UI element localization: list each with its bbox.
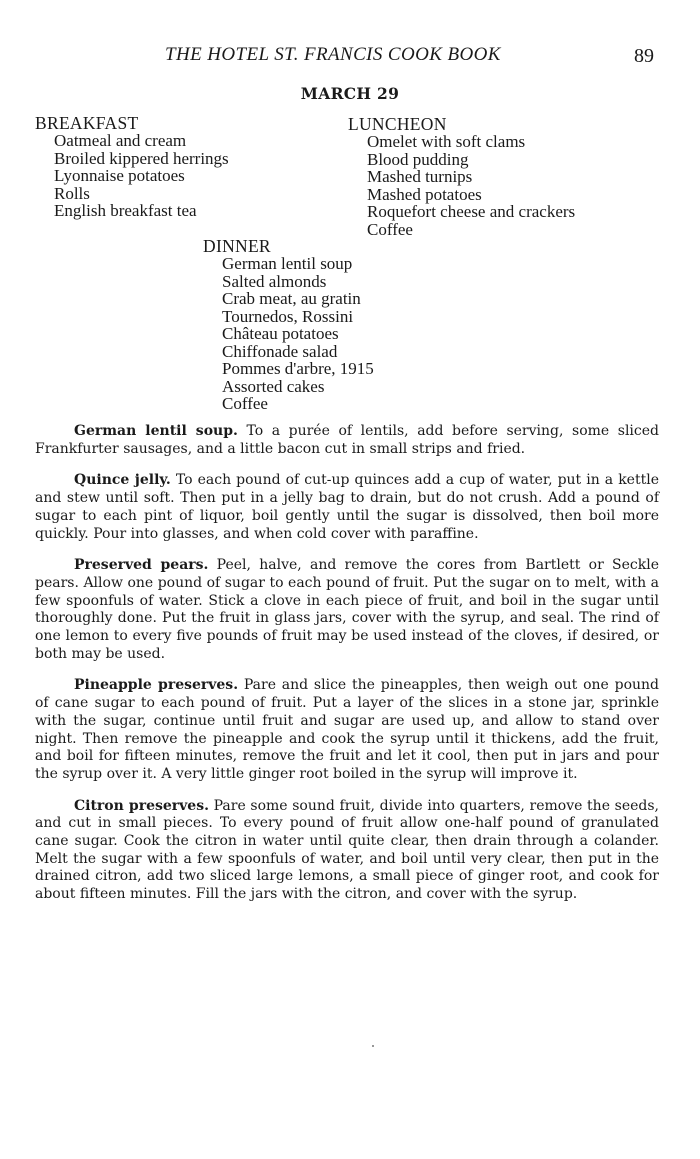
recipes <box>35 423 659 918</box>
running-head <box>0 44 700 68</box>
menu-item: Crab meat, au gratin <box>222 289 361 308</box>
recipe-text: To each pound of cut-up quinces add a cup of water, put in a kettle and stew until soft. Then put in a jelly bag to drain, but do not crush. Add a pound of sugar to each pint of liquor, boil gently until the sugar is dissolved, then boil more quickly. Pour into glasses, and when cold cover with paraffine. <box>35 472 659 542</box>
menu-item: Coffee <box>367 219 413 239</box>
menu-item: Mashed turnips <box>367 167 473 186</box>
luncheon-heading: LUNCHEON <box>348 114 447 134</box>
breakfast-heading: BREAKFAST <box>35 113 139 133</box>
recipe-citron-preserves <box>35 798 659 904</box>
recipe-name: Preserved pears. <box>74 557 209 574</box>
recipe-text: Peel, halve, and remove the cores from Bartlett or Seckle pears. Allow one pound of sugar to each pound of fruit. Put the sugar on to melt, with a few spoonfuls of water. Stick a clove in each piece of fruit, and boil in the sugar until thoroughly done. Put the fruit in glass jars, cover with the syrup, and seal. The rind of one lemon to every five pounds of fruit may be used instead of the cloves, if desired, or both may be used. <box>35 557 659 662</box>
menu-item: English breakfast tea <box>54 201 197 220</box>
recipe-name: Pineapple preserves. <box>74 677 239 694</box>
page-number: 89 <box>634 45 654 67</box>
date-heading: MARCH 29 <box>300 84 400 103</box>
running-title: THE HOTEL ST. FRANCIS COOK BOOK <box>165 44 501 65</box>
recipe-quince-jelly <box>35 472 659 543</box>
menu-item: Assorted cakes <box>222 376 325 396</box>
menu-item: Lyonnaise potatoes <box>54 166 185 185</box>
dinner-heading: DINNER <box>203 236 271 256</box>
dinner-menu <box>203 237 374 413</box>
menu-item: Chiffonade salad <box>222 341 338 361</box>
menu-item: Tournedos, Rossini <box>222 306 354 326</box>
menu-item: Rolls <box>54 183 90 203</box>
recipe-name: Citron preserves. <box>74 797 209 814</box>
print-speck <box>372 1045 374 1047</box>
recipe-preserved-pears <box>35 557 659 663</box>
menu-item: Roquefort cheese and crackers <box>367 202 576 221</box>
dinner-items <box>203 255 374 413</box>
recipe-text: Pare some sound fruit, divide into quarters, remove the seeds, and cut in small pieces. To every pound of fruit allow one-half pound of granulated cane sugar. Cook the citron in water until quite clear, then drain through a colander. Melt the sugar with a few spoonfuls of water, and boil until very clear, then put in the drained citron, add two sliced large lemons, a small piece of ginger root, and cook for about fifteen minutes. Fill the jars with the citron, and cover with the syrup. <box>35 797 659 903</box>
recipe-text: To a purée of lentils, add before serving, some sliced Frankfurter sausages, and a little bacon cut in small strips and fried. <box>35 423 659 457</box>
recipe-pineapple-preserves <box>35 677 659 783</box>
menu-item: Omelet with soft clams <box>367 132 526 151</box>
menu-item: Pommes d'arbre, 1915 <box>222 359 374 378</box>
recipe-name: Quince jelly. <box>74 472 171 489</box>
recipe-german-lentil-soup <box>35 423 659 458</box>
recipe-text: Pare and slice the pineapples, then weigh out one pound of cane sugar to each pound of fruit. Put a layer of the slices in a stone jar, sprinkle with the sugar, continue until fruit and sugar are used up, and allow to stand over night. Then remove the pineapple and cook the syrup until it thickens, add the fruit, and boil for fifteen minutes, remove the fruit and let it cool, then put in jars and pour the syrup over it. A very little ginger root boiled in the syrup will improve it. <box>35 677 660 782</box>
luncheon-items <box>348 133 575 238</box>
menu-item: Blood pudding <box>367 149 469 169</box>
menu-item: Oatmeal and cream <box>54 131 187 150</box>
menu-item: Broiled kippered herrings <box>54 148 229 168</box>
menu-item: Salted almonds <box>222 271 327 291</box>
menu-item: German lentil soup <box>222 254 353 273</box>
luncheon-menu <box>348 115 575 238</box>
breakfast-menu <box>35 114 229 220</box>
menu-item: Coffee <box>222 394 268 413</box>
recipe-name: German lentil soup. <box>74 423 238 439</box>
breakfast-items <box>35 132 229 220</box>
menu-item: Mashed potatoes <box>367 184 482 204</box>
menu-item: Château potatoes <box>222 324 339 343</box>
